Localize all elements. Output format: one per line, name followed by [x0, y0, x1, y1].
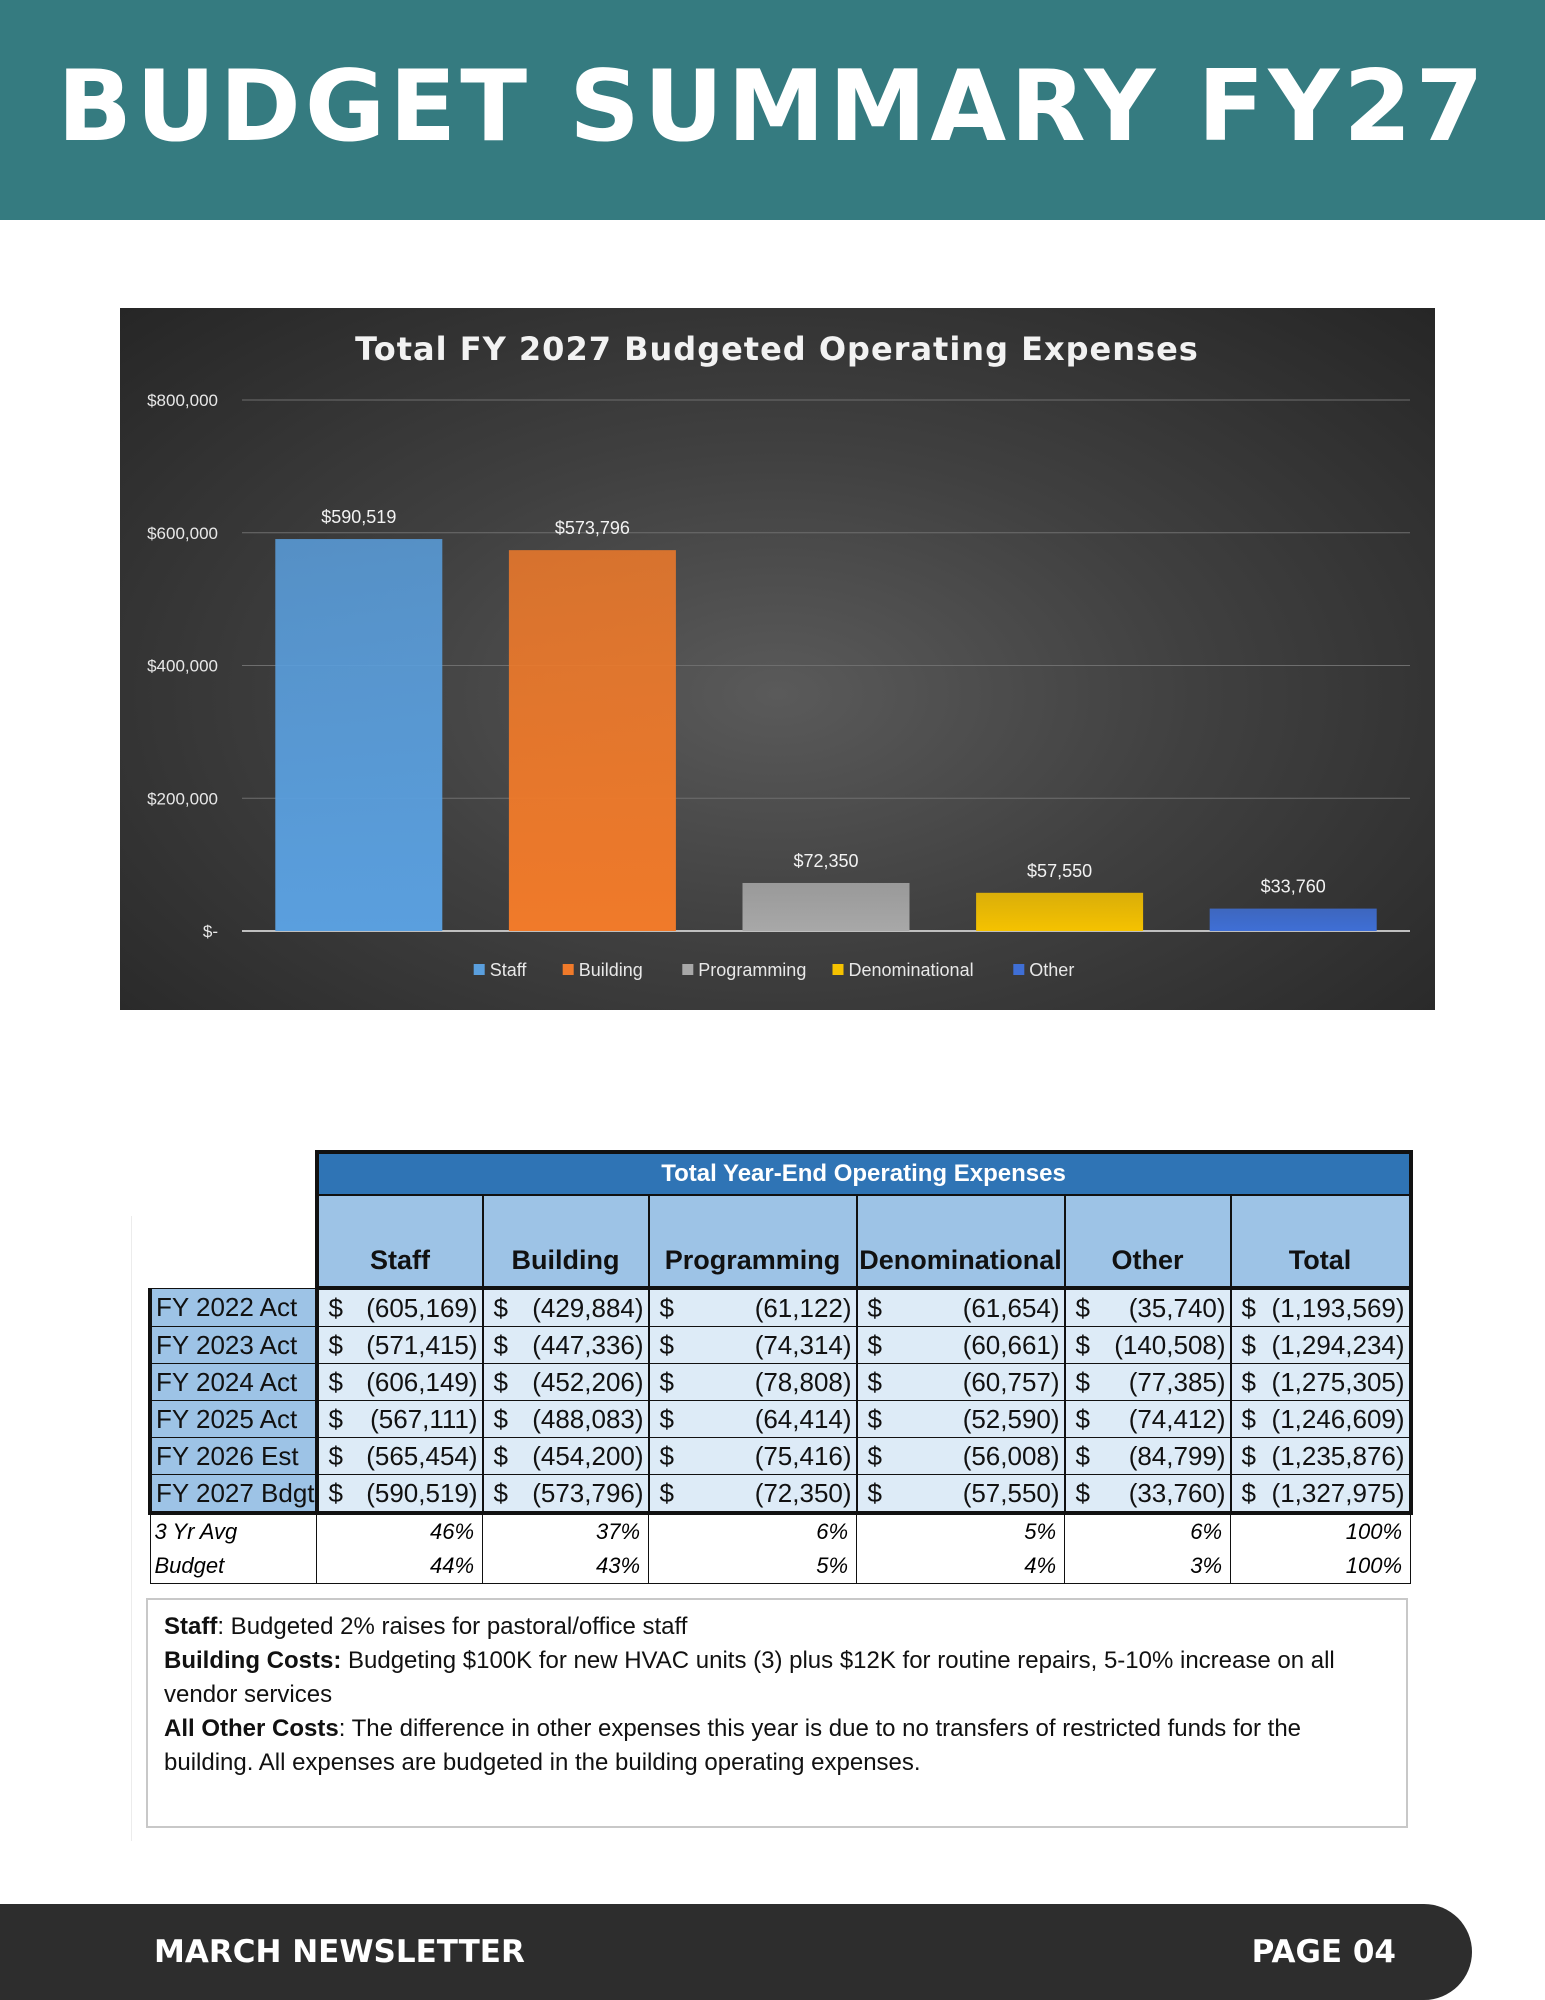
table-cell: [483, 1327, 649, 1364]
row-label: FY 2025 Act: [150, 1401, 317, 1438]
row-label: FY 2022 Act: [150, 1288, 317, 1327]
amount: (447,336): [532, 1329, 644, 1360]
table-row: [150, 1401, 1411, 1438]
currency-symbol: $: [328, 1440, 343, 1471]
table-cell: [649, 1364, 857, 1401]
amount: (75,416): [754, 1440, 852, 1471]
amount: (488,083): [532, 1403, 644, 1434]
amount: (35,740): [1128, 1292, 1226, 1323]
table-cell: [857, 1364, 1065, 1401]
amount: (72,350): [754, 1477, 852, 1508]
table-cell: [483, 1475, 649, 1514]
note-staff: [164, 1610, 1390, 1644]
amount: (57,550): [962, 1477, 1060, 1508]
table-cell: [317, 1327, 483, 1364]
amount: (1,235,876): [1271, 1440, 1405, 1471]
table-cell: [317, 1364, 483, 1401]
currency-symbol: $: [1075, 1477, 1090, 1508]
table-cell: [649, 1475, 857, 1514]
table-cell: [1231, 1438, 1411, 1475]
currency-symbol: $: [1075, 1403, 1090, 1434]
currency-symbol: $: [1241, 1403, 1256, 1434]
amount: (605,169): [366, 1292, 478, 1323]
table-cell: [857, 1438, 1065, 1475]
amount: (454,200): [532, 1440, 644, 1471]
currency-symbol: $: [659, 1403, 674, 1434]
amount: (74,314): [754, 1329, 852, 1360]
amount: (1,246,609): [1271, 1403, 1405, 1434]
currency-symbol: $: [1075, 1329, 1090, 1360]
y-tick-label: $200,000: [147, 789, 218, 809]
divider: [131, 1216, 132, 1841]
table-cell: [483, 1438, 649, 1475]
currency-symbol: $: [659, 1329, 674, 1360]
data-label: $57,550: [1027, 860, 1093, 881]
pct-cell: 43%: [483, 1549, 649, 1584]
col-header: Total: [1231, 1195, 1411, 1288]
amount: (56,008): [962, 1440, 1060, 1471]
table-cell: [1065, 1401, 1231, 1438]
table-row: [150, 1475, 1411, 1514]
currency-symbol: $: [493, 1477, 508, 1508]
currency-symbol: $: [1075, 1366, 1090, 1397]
bar-other: [1210, 909, 1377, 931]
y-tick-label: $400,000: [147, 656, 218, 676]
table-cell: [857, 1401, 1065, 1438]
amount: (77,385): [1128, 1366, 1226, 1397]
legend-swatch: [474, 964, 485, 975]
currency-symbol: $: [493, 1329, 508, 1360]
legend-label: Staff: [489, 960, 527, 980]
data-label: $33,760: [1260, 876, 1326, 897]
amount: (74,412): [1128, 1403, 1226, 1434]
table-row: [150, 1364, 1411, 1401]
amount: (452,206): [532, 1366, 644, 1397]
row-label: FY 2024 Act: [150, 1364, 317, 1401]
amount: (429,884): [532, 1292, 644, 1323]
pct-row-label: Budget: [150, 1549, 317, 1584]
legend-swatch: [833, 964, 844, 975]
note-building-text: Budgeting $100K for new HVAC units (3) plus $12K for routine repairs, 5-10% increase on all vendor services: [164, 1647, 1335, 1708]
amount: (590,519): [366, 1477, 478, 1508]
table-cell: [1231, 1327, 1411, 1364]
currency-symbol: $: [328, 1403, 343, 1434]
legend-label: Building: [578, 960, 643, 980]
currency-symbol: $: [328, 1477, 343, 1508]
amount: (606,149): [366, 1366, 478, 1397]
table-cell: [649, 1438, 857, 1475]
pct-cell: 4%: [857, 1549, 1065, 1584]
amount: (573,796): [532, 1477, 644, 1508]
note-other: [164, 1712, 1390, 1780]
amount: (140,508): [1114, 1329, 1226, 1360]
amount: (60,757): [962, 1366, 1060, 1397]
table-cell: [1065, 1288, 1231, 1327]
table-cell: [317, 1401, 483, 1438]
page-footer: [0, 1904, 1472, 2000]
currency-symbol: $: [867, 1366, 882, 1397]
currency-symbol: $: [1241, 1366, 1256, 1397]
table-cell: [483, 1364, 649, 1401]
table-cell: [857, 1327, 1065, 1364]
amount: (61,122): [754, 1292, 852, 1323]
col-header: Other: [1065, 1195, 1231, 1288]
currency-symbol: $: [659, 1477, 674, 1508]
table-cell: [317, 1288, 483, 1327]
page-number: PAGE 04: [1251, 1934, 1396, 1970]
pct-cell: 44%: [317, 1549, 483, 1584]
currency-symbol: $: [493, 1292, 508, 1323]
data-label: $72,350: [793, 850, 859, 871]
col-header: Denominational: [857, 1195, 1065, 1288]
pct-cell: 3%: [1065, 1549, 1231, 1584]
amount: (64,414): [754, 1403, 852, 1434]
table-cell: [317, 1475, 483, 1514]
amount: (567,111): [370, 1403, 478, 1434]
table-cell: [857, 1475, 1065, 1514]
pct-cell: 46%: [317, 1513, 483, 1549]
operating-expenses-table-wrap: [148, 1150, 1413, 1584]
table-cell: [483, 1288, 649, 1327]
currency-symbol: $: [493, 1403, 508, 1434]
expenses-chart: [120, 308, 1435, 1010]
legend-swatch: [1013, 964, 1024, 975]
legend-swatch: [682, 964, 693, 975]
pct-row-label: 3 Yr Avg: [150, 1513, 317, 1549]
pct-cell: 5%: [649, 1549, 857, 1584]
y-tick-label: $800,000: [147, 391, 218, 410]
row-label: FY 2023 Act: [150, 1327, 317, 1364]
currency-symbol: $: [328, 1292, 343, 1323]
page-title: BUDGET SUMMARY FY27: [57, 50, 1488, 164]
y-tick-label: $600,000: [147, 523, 218, 543]
amount: (84,799): [1128, 1440, 1226, 1471]
col-header: Building: [483, 1195, 649, 1288]
note-building: [164, 1644, 1390, 1712]
currency-symbol: $: [867, 1329, 882, 1360]
currency-symbol: $: [1241, 1292, 1256, 1323]
currency-symbol: $: [1075, 1440, 1090, 1471]
amount: (52,590): [962, 1403, 1060, 1434]
amount: (1,294,234): [1271, 1329, 1405, 1360]
bar-staff: [275, 539, 442, 931]
amount: (61,654): [962, 1292, 1060, 1323]
table-cell: [1065, 1327, 1231, 1364]
row-label: FY 2026 Est: [150, 1438, 317, 1475]
notes-box: [146, 1598, 1408, 1828]
bar-programming: [743, 883, 910, 931]
amount: (571,415): [366, 1329, 478, 1360]
table-cell: [1231, 1364, 1411, 1401]
amount: (1,193,569): [1271, 1292, 1405, 1323]
table-title: Total Year-End Operating Expenses: [317, 1152, 1411, 1195]
page-header: [0, 0, 1545, 220]
table-cell: [857, 1288, 1065, 1327]
table-cell: [1065, 1438, 1231, 1475]
table-cell: [1231, 1288, 1411, 1327]
table-cell: [1065, 1475, 1231, 1514]
currency-symbol: $: [1075, 1292, 1090, 1323]
amount: (78,808): [754, 1366, 852, 1397]
note-building-label: Building Costs:: [164, 1647, 342, 1674]
legend-label: Programming: [698, 960, 807, 980]
bar-chart-svg: [120, 308, 1435, 1010]
pct-cell: 100%: [1231, 1513, 1411, 1549]
table-cell: [317, 1438, 483, 1475]
table-cell: [1231, 1475, 1411, 1514]
currency-symbol: $: [493, 1440, 508, 1471]
bar-denominational: [976, 893, 1143, 931]
data-label: $590,519: [321, 507, 397, 528]
pct-cell: 100%: [1231, 1549, 1411, 1584]
currency-symbol: $: [659, 1440, 674, 1471]
table-row: [150, 1438, 1411, 1475]
note-staff-text: : Budgeted 2% raises for pastoral/office staff: [217, 1613, 688, 1640]
pct-row: [150, 1513, 1411, 1549]
bar-building: [509, 550, 676, 931]
table-row: [150, 1288, 1411, 1327]
data-label: $573,796: [554, 518, 630, 539]
note-staff-label: Staff: [164, 1613, 218, 1640]
pct-cell: 5%: [857, 1513, 1065, 1549]
table-cell: [483, 1401, 649, 1438]
currency-symbol: $: [1241, 1329, 1256, 1360]
note-other-text: : The difference in other expenses this year is due to no transfers of restricted funds for the building. All expenses are budgeted in the building operating expenses.: [164, 1715, 1302, 1776]
col-header: Staff: [317, 1195, 483, 1288]
table-cell: [649, 1288, 857, 1327]
table-cell: [1065, 1364, 1231, 1401]
currency-symbol: $: [659, 1366, 674, 1397]
table-row: [150, 1327, 1411, 1364]
currency-symbol: $: [1241, 1477, 1256, 1508]
currency-symbol: $: [1241, 1440, 1256, 1471]
chart-title: Total FY 2027 Budgeted Operating Expenses: [355, 330, 1199, 368]
currency-symbol: $: [867, 1477, 882, 1508]
currency-symbol: $: [867, 1292, 882, 1323]
currency-symbol: $: [328, 1329, 343, 1360]
table-cell: [1231, 1401, 1411, 1438]
currency-symbol: $: [659, 1292, 674, 1323]
y-tick-label: $-: [202, 922, 218, 941]
amount: (60,661): [962, 1329, 1060, 1360]
row-label: FY 2027 Bdgt: [150, 1475, 317, 1514]
col-header: Programming: [649, 1195, 857, 1288]
currency-symbol: $: [867, 1440, 882, 1471]
pct-cell: 37%: [483, 1513, 649, 1549]
amount: (565,454): [366, 1440, 478, 1471]
operating-expenses-table: [148, 1150, 1413, 1584]
currency-symbol: $: [328, 1366, 343, 1397]
newsletter-label: MARCH NEWSLETTER: [154, 1934, 525, 1970]
table-cell: [649, 1327, 857, 1364]
pct-row: [150, 1549, 1411, 1584]
table-cell: [649, 1401, 857, 1438]
pct-cell: 6%: [1065, 1513, 1231, 1549]
amount: (33,760): [1128, 1477, 1226, 1508]
amount: (1,327,975): [1271, 1477, 1405, 1508]
pct-cell: 6%: [649, 1513, 857, 1549]
legend-swatch: [563, 964, 574, 975]
amount: (1,275,305): [1271, 1366, 1405, 1397]
currency-symbol: $: [493, 1366, 508, 1397]
currency-symbol: $: [867, 1403, 882, 1434]
legend-label: Other: [1029, 960, 1075, 980]
legend-label: Denominational: [848, 960, 974, 980]
note-other-label: All Other Costs: [164, 1715, 339, 1742]
